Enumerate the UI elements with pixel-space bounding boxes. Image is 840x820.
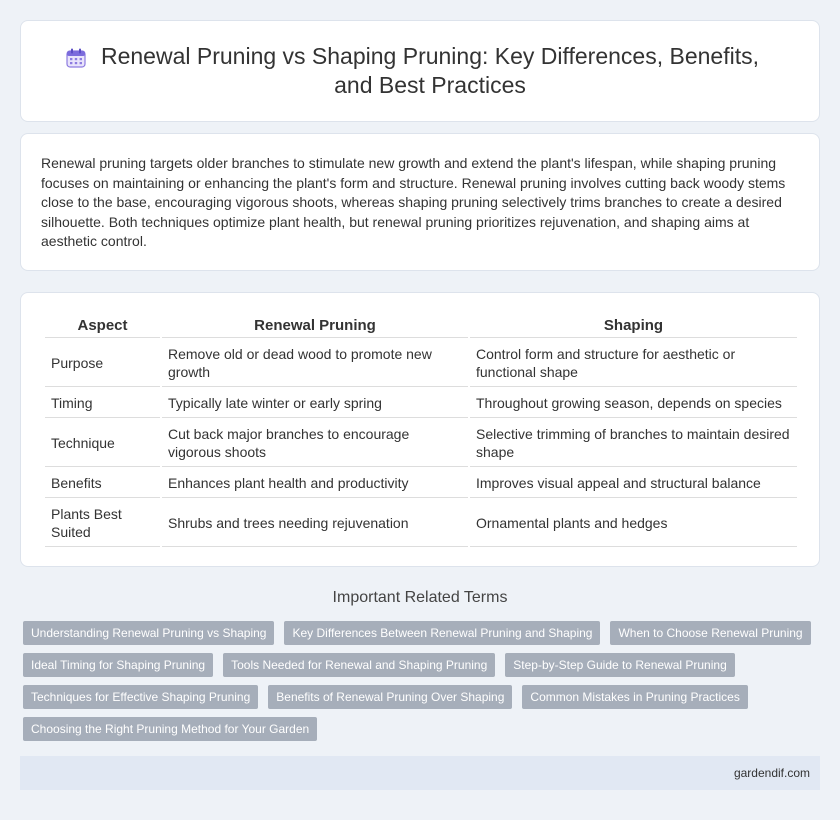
related-term-tag[interactable]: Key Differences Between Renewal Pruning and Shaping	[284, 621, 600, 645]
related-term-tag[interactable]: When to Choose Renewal Pruning	[610, 621, 810, 645]
related-term-tag[interactable]: Common Mistakes in Pruning Practices	[522, 685, 747, 709]
table-cell: Typically late winter or early spring	[162, 389, 468, 418]
table-row	[45, 469, 797, 498]
related-term-tag[interactable]: Techniques for Effective Shaping Pruning	[23, 685, 258, 709]
related-term-tag[interactable]: Ideal Timing for Shaping Pruning	[23, 653, 213, 677]
table-cell: Cut back major branches to encourage vigorous shoots	[162, 420, 468, 467]
column-header: Aspect	[45, 315, 160, 338]
table-cell: Improves visual appeal and structural balance	[470, 469, 797, 498]
related-term-tag[interactable]: Benefits of Renewal Pruning Over Shaping	[268, 685, 512, 709]
table-row	[45, 500, 797, 547]
table-cell: Purpose	[45, 340, 160, 387]
table-cell: Throughout growing season, depends on species	[470, 389, 797, 418]
intro-card	[20, 133, 820, 271]
related-terms-list	[23, 621, 823, 741]
table-cell: Enhances plant health and productivity	[162, 469, 468, 498]
header-card	[20, 20, 820, 122]
table-row	[45, 340, 797, 387]
column-header: Renewal Pruning	[162, 315, 468, 338]
footer-site-link[interactable]: gardendif.com	[733, 766, 810, 780]
table-cell: Remove old or dead wood to promote new growth	[162, 340, 468, 387]
comparison-table-card	[20, 292, 820, 567]
related-term-tag[interactable]: Tools Needed for Renewal and Shaping Pruning	[223, 653, 495, 677]
table-header-row	[45, 315, 797, 338]
table-row	[45, 389, 797, 418]
footer	[20, 756, 820, 790]
column-header: Shaping	[470, 315, 797, 338]
table-cell: Benefits	[45, 469, 160, 498]
table-cell: Shrubs and trees needing rejuvenation	[162, 500, 468, 547]
related-term-tag[interactable]: Choosing the Right Pruning Method for Your Garden	[23, 717, 317, 741]
table-cell: Technique	[45, 420, 160, 467]
intro-text: Renewal pruning targets older branches to stimulate new growth and extend the plant's lifespan, while shaping pruning focuses on maintaining or enhancing the plant's form and structure. Renewal pruning involves cutting back woody stems close to the base, encouraging vigorous shoots, whereas shaping pruning selectively trims branches to create a desired silhouette. Both techniques optimize plant health, but renewal pruning prioritizes rejuvenation, and shaping aims at aesthetic control.	[41, 155, 786, 250]
comparison-table	[43, 313, 799, 549]
page-title: Renewal Pruning vs Shaping Pruning: Key Differences, Benefits, and Best Practices	[100, 43, 759, 98]
table-cell: Control form and structure for aesthetic or functional shape	[470, 340, 797, 387]
table-cell: Timing	[45, 389, 160, 418]
related-term-tag[interactable]: Step-by-Step Guide to Renewal Pruning	[505, 653, 734, 677]
table-cell: Plants Best Suited	[45, 500, 160, 547]
related-terms-title: Important Related Terms	[332, 589, 508, 606]
table-row	[45, 420, 797, 467]
table-cell: Ornamental plants and hedges	[470, 500, 797, 547]
related-term-tag[interactable]: Understanding Renewal Pruning vs Shaping	[23, 621, 274, 645]
table-cell: Selective trimming of branches to maintain desired shape	[470, 420, 797, 467]
